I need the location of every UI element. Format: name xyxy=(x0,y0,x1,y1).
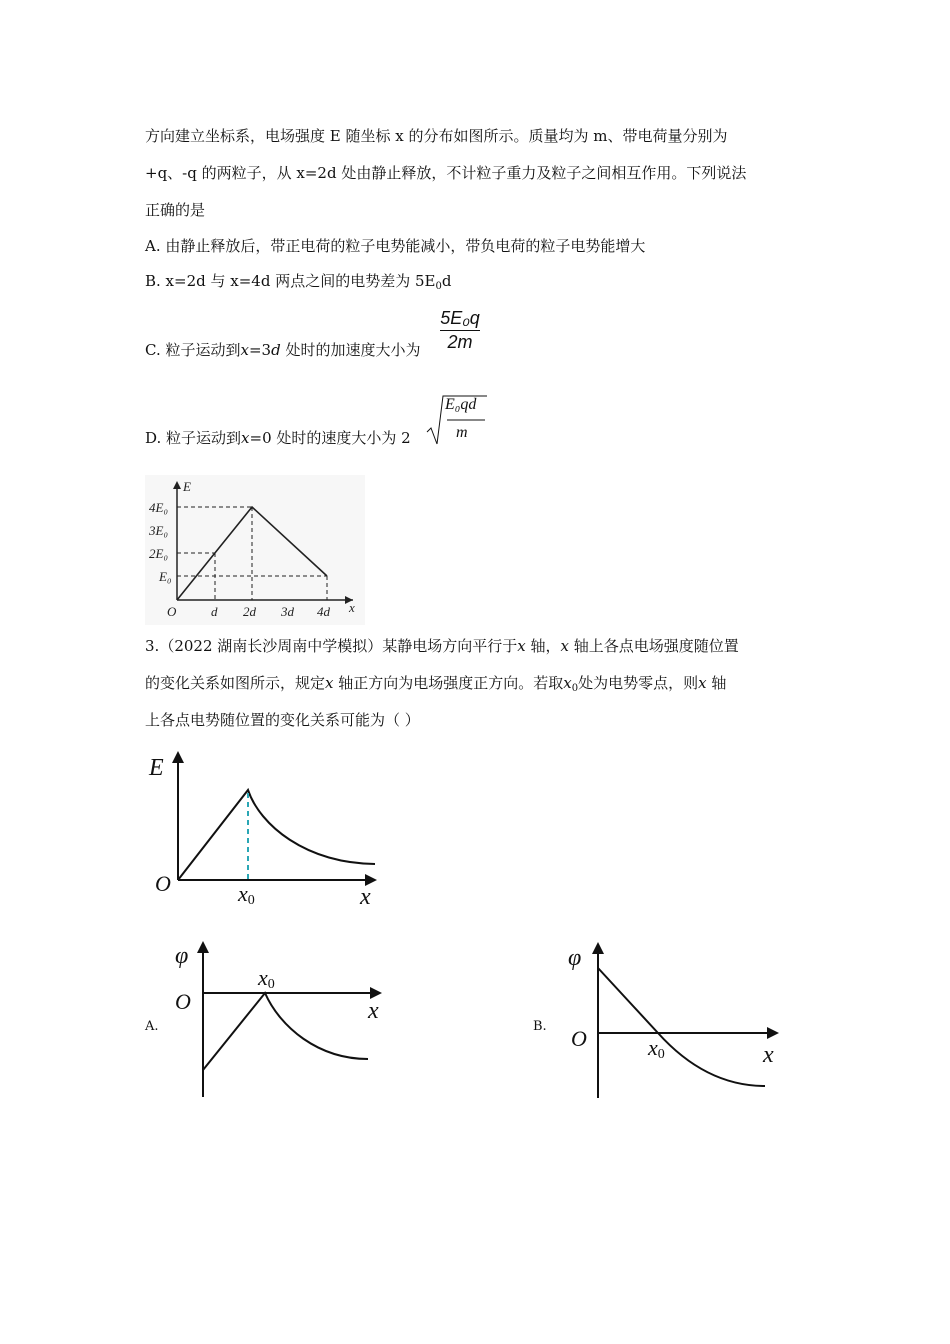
e-graph-x-label: x xyxy=(349,600,355,615)
q2-option-d-num: E₀qd xyxy=(445,396,477,413)
e-graph-tick-3e0: 3E₀ xyxy=(149,523,168,538)
e2-x0-label: x0 xyxy=(238,881,255,908)
e2-y-label: E xyxy=(149,755,164,781)
b-y-label: φ xyxy=(568,945,582,971)
b-origin: O xyxy=(571,1026,587,1051)
e-graph-y-label: E xyxy=(183,479,191,494)
phi-graph-a xyxy=(168,935,393,1105)
q2-option-b: B. x=2d 与 x=4d 两点之间的电势差为 $5E_0d$ xyxy=(145,272,452,292)
a-y-label: φ xyxy=(175,943,189,969)
q2-option-d-den: m xyxy=(456,424,468,441)
b-x-label: x xyxy=(763,1042,774,1068)
e-graph-tick-e0: E₀ xyxy=(159,569,172,584)
e2-x-label: x xyxy=(360,884,371,910)
b-x0-label: x0 xyxy=(648,1035,665,1062)
q3-line-3: 上各点电势随位置的变化关系可能为（ ） xyxy=(145,711,420,729)
q2-option-c: C. 粒子运动到x=3d 处时的加速度大小为 xyxy=(145,341,421,359)
e2-origin: O xyxy=(155,871,171,896)
q2-line-2: +q、-q 的两粒子，从 x=2d 处由静止释放，不计粒子重力及粒子之间相互作用。下列说法 xyxy=(145,164,747,182)
e-graph-tick-4e0: 4E₀ xyxy=(149,500,168,515)
option-b-label: B. xyxy=(533,1019,547,1034)
option-a-label: A. xyxy=(145,1019,159,1034)
phi-graph-b xyxy=(565,938,790,1106)
e-graph-tick-3d: 3d xyxy=(281,604,294,619)
e-graph-origin: O xyxy=(167,604,177,619)
e-graph-tick-2d: 2d xyxy=(243,604,256,619)
q2-option-c-fraction: 5E₀q 2m xyxy=(440,308,480,352)
q3-line-2: 的变化关系如图所示，规定x 轴正方向为电场强度正方向。若取$x_0$处为电势零点，则x 轴 xyxy=(145,674,727,694)
a-x-label: x xyxy=(368,998,379,1024)
e-graph-tick-4d: 4d xyxy=(317,604,330,619)
e-graph-tick-2e0: 2E₀ xyxy=(149,546,168,561)
q2-line-1: 方向建立坐标系，电场强度 E 随坐标 x 的分布如图所示。质量均为 m、带电荷量分别为 xyxy=(145,127,728,145)
a-x0-label: x0 xyxy=(258,965,275,992)
e-graph-tick-d: d xyxy=(211,604,218,619)
q2-line-3: 正确的是 xyxy=(145,201,206,219)
a-origin: O xyxy=(175,989,191,1014)
q2-option-a: A. 由静止释放后，带正电荷的粒子电势能减小，带负电荷的粒子电势能增大 xyxy=(145,237,646,255)
q2-option-d: D. 粒子运动到x=0 处时的速度大小为 2 xyxy=(145,429,411,447)
q3-line-1: 3.（2022 湖南长沙周南中学模拟）某静电场方向平行于x 轴，x 轴上各点电场强度随位置 xyxy=(145,637,739,655)
e-field-graph-2 xyxy=(145,745,385,910)
e-field-graph xyxy=(145,475,365,625)
